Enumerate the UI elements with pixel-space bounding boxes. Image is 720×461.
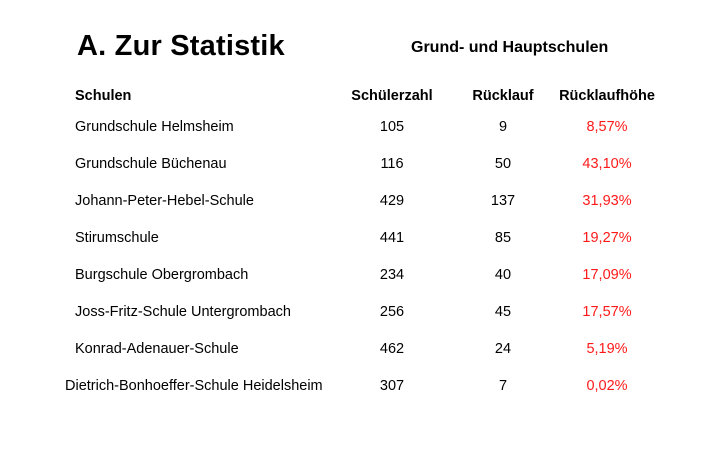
row-returns: 85: [494, 230, 512, 246]
row-students: 441: [379, 230, 405, 246]
header-students: Schülerzahl: [351, 88, 433, 104]
header-rate: Rücklaufhöhe: [559, 88, 655, 104]
row-returns: 7: [498, 378, 508, 394]
row-rate: 31,93%: [582, 193, 632, 209]
row-school: Burgschule Obergrombach: [75, 267, 249, 283]
row-rate: 0,02%: [586, 378, 628, 394]
row-students: 307: [379, 378, 405, 394]
row-school: Grundschule Helmsheim: [75, 119, 234, 135]
page-subtitle: Grund- und Hauptschulen: [411, 39, 609, 56]
row-rate: 43,10%: [582, 156, 632, 172]
row-rate: 17,57%: [582, 304, 632, 320]
row-students: 462: [379, 341, 405, 357]
row-returns: 24: [494, 341, 512, 357]
row-school: Dietrich-Bonhoeffer-Schule Heidelsheim: [65, 378, 323, 394]
row-school: Stirumschule: [75, 230, 159, 246]
row-rate: 19,27%: [582, 230, 632, 246]
row-returns: 50: [494, 156, 512, 172]
row-returns: 137: [490, 193, 516, 209]
header-returns: Rücklauf: [472, 88, 534, 104]
row-students: 256: [379, 304, 405, 320]
row-school: Konrad-Adenauer-Schule: [75, 341, 239, 357]
row-returns: 45: [494, 304, 512, 320]
page-title: A. Zur Statistik: [77, 30, 285, 62]
row-returns: 9: [498, 119, 508, 135]
row-school: Grundschule Büchenau: [75, 156, 227, 172]
row-school: Joss-Fritz-Schule Untergrombach: [75, 304, 291, 320]
row-rate: 17,09%: [582, 267, 632, 283]
row-school: Johann-Peter-Hebel-Schule: [75, 193, 254, 209]
row-returns: 40: [494, 267, 512, 283]
row-students: 105: [379, 119, 405, 135]
row-students: 234: [379, 267, 405, 283]
row-rate: 5,19%: [586, 341, 628, 357]
row-rate: 8,57%: [586, 119, 628, 135]
header-school: Schulen: [75, 88, 132, 104]
row-students: 116: [380, 156, 404, 172]
row-students: 429: [379, 193, 405, 209]
